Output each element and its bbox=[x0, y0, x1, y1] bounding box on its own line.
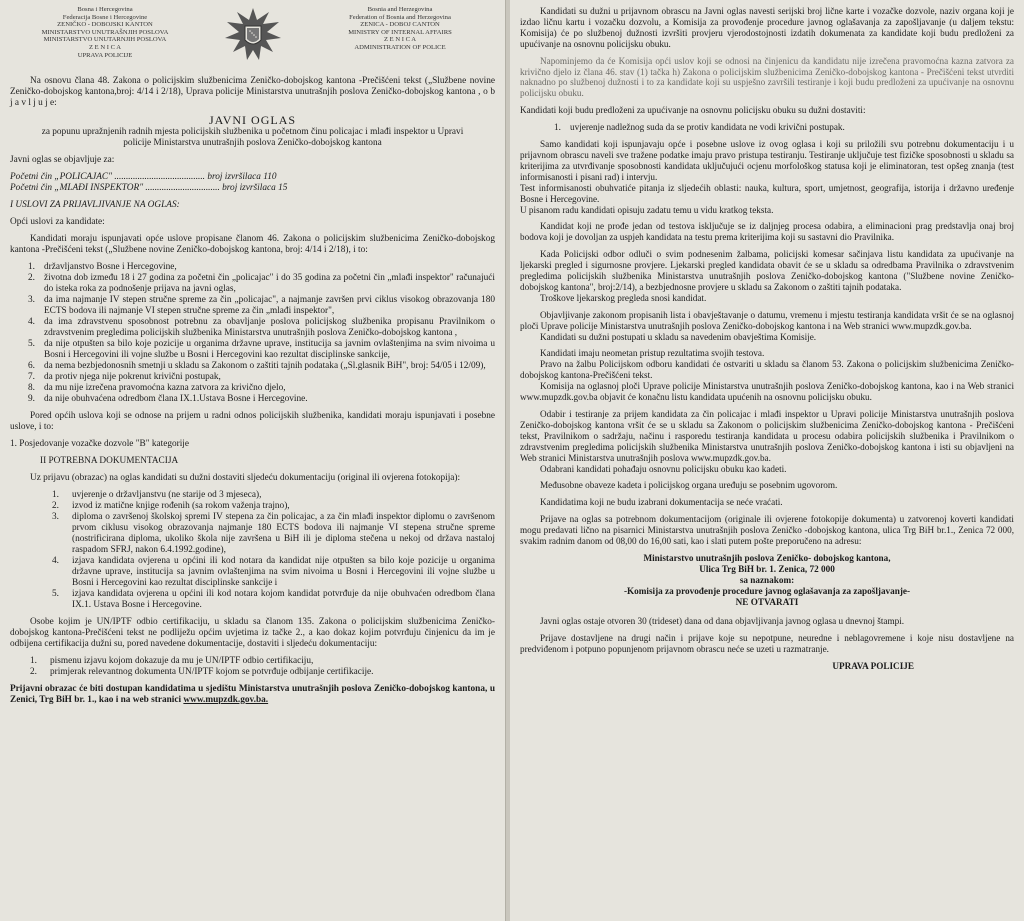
letterhead-left bbox=[10, 6, 200, 59]
right-column bbox=[510, 0, 1024, 921]
list-item bbox=[10, 501, 495, 512]
item-text: uvjerenje nadležnog suda da se protiv kandidata ne vodi krivični postupak. bbox=[570, 122, 845, 133]
letterhead-right bbox=[305, 6, 495, 52]
letterhead bbox=[10, 6, 495, 76]
letterhead-line: MINISTARSTVO UNUTARNJIH POSLOVA bbox=[43, 36, 167, 44]
address-line: NE OTVARATI bbox=[735, 596, 799, 607]
paragraph: U pisanom radu kandidati opisuju zadatu temu u vidu kratkog teksta. bbox=[520, 204, 774, 215]
police-crest-icon bbox=[218, 6, 288, 62]
item-text: uvjerenje o državljanstvu (ne starije od 3 mjeseca), bbox=[72, 490, 262, 500]
letterhead-line: Bosnia and Herzegovina bbox=[367, 6, 433, 13]
court-certificate-list bbox=[520, 122, 1014, 133]
item-text: da nije obuhvaćena odredbom člana IX.1.Ustava Bosne i Hercegovine. bbox=[44, 394, 308, 404]
rank-mladji-inspektor: Početni čin „MLAĐI INSPEKTOR" ................................ broj izvršilaca 15 bbox=[10, 183, 288, 193]
address-line: sa naznakom: bbox=[739, 574, 795, 585]
item-number: 4. bbox=[52, 556, 59, 566]
conditions-heading: I USLOVI ZA PRIJAVLJIVANJE NA OGLAS: bbox=[10, 200, 180, 210]
item-number: 1. bbox=[30, 656, 37, 666]
item-number: 7. bbox=[28, 372, 35, 382]
paragraph: Prijave dostavljene na drugi način i prijave koje su nepotpune, neuredne i neblagovremene i koje nisu dostavljene na predviđenom i potpuno popunjenom prijavnom obrascu neće se uzeti u razmatranje. bbox=[520, 632, 1014, 654]
item-number: 4. bbox=[28, 317, 35, 327]
unipt-list bbox=[0, 656, 495, 678]
special-conditions-intro: Pored općih uslova koji se odnose na prijem u radni odnos policijskih službenika, kandidati moraju ispunjavati i posebne uslove, i to: bbox=[10, 411, 495, 432]
item-text: životna dob između 18 i 27 godina za početni čin „policajac" i do 35 godina za početni čin „mlađi inspektor" računajući do isteka roka za podnošenje prijava na javni oglas, bbox=[44, 273, 495, 294]
documentation-heading: II POTREBNA DOKUMENTACIJA bbox=[40, 456, 179, 466]
form-notice bbox=[10, 684, 495, 706]
list-item bbox=[10, 589, 495, 611]
list-item bbox=[0, 667, 495, 678]
list-item bbox=[10, 394, 495, 405]
paragraph: Kandidati koji budu predloženi za upućivanje na osnovnu policijsku obuku su dužni dostaviti: bbox=[520, 105, 866, 116]
paragraph: Javni oglas ostaje otvoren 30 (trideset) dana od dana objavljivanja javnog oglasa u dnevnoj štampi. bbox=[540, 615, 905, 626]
item-text: državljanstvo Bosne i Hercegovine, bbox=[44, 262, 177, 272]
list-item bbox=[520, 122, 1014, 133]
unipt-paragraph: Osobe kojim je UN/IPTF odbio certifikaciju, u skladu sa članom 135. Zakona o policijskim službenicima Zeničko-dobojskog kantona-Prečišćeni tekst ne podliježu općim uvjetima iz tačke 2., a kao dokaz kojim potvrđuju činjenicu da im je odbijena certifikacija dužni su, pored navedene dokumentacije, dostaviti i sljedeću dokumentaciju: bbox=[10, 617, 495, 649]
item-number: 2. bbox=[52, 501, 59, 511]
mailing-address bbox=[520, 553, 1014, 608]
item-text: izvod iz matične knjige rođenih (sa rokom važenja trajno), bbox=[72, 501, 290, 511]
rank-policajac: Početni čin „POLICAJAC" ....................................... broj izvršilaca 110 bbox=[10, 172, 277, 182]
paragraph: Komisija na oglasnoj ploči Uprave policije Ministarstva unutrašnjih poslova Zeničko-dobojskog kantona, kao i na Web stranici www.mupzdk.gov.ba objavit će konačnu listu kandidata upućenih na osnovnu policijsku obuku. bbox=[520, 381, 1014, 403]
item-number: 8. bbox=[28, 383, 35, 393]
item-text: izjava kandidata ovjerena u općini ili kod notara kojom kandidat potvrđuje da nije obuhvaćen odredbom člana IX.1. Ustava Bosne i Hercegovine. bbox=[72, 589, 495, 610]
general-conditions-label: Opći uslovi za kandidate: bbox=[10, 217, 105, 227]
letterhead-line: Federation of Bosnia and Herzegovina bbox=[349, 13, 451, 21]
item-number: 5. bbox=[52, 589, 59, 599]
list-item bbox=[10, 361, 495, 372]
list-item bbox=[10, 317, 495, 339]
letterhead-line: MINISTARSTVO UNUTRAŠNJIH POSLOVA bbox=[41, 28, 169, 36]
paragraph: Napominjemo da će Komisija opći uslov koji se odnosi na činjenicu da kandidatu nije izrečena pravomoćna kazna zatvora za krivično djelo iz člana 46. stav (1) tačka h) Zakona o policijskim službenicima Zeničko-dobojskog kantona - Prečišćeni tekst utvrditi naknadno po službenoj dužnosti i to za kandidate koji su uspješno završili testiranje i koji budu predloženi za upućivanje na osnovnu policijsku obuku. bbox=[520, 55, 1014, 99]
document-subtitle: za popunu upražnjenih radnih mjesta policijskih službenika u početnom činu policajac i mlađi inspektor u Upravi policije Ministarstva unutrašnjih poslova Zeničko-dobojskog kantona bbox=[41, 127, 464, 148]
paragraph: Odabir i testiranje za prijem kandidata za čin policajac i mlađi inspektor u Upravi policije Ministarstva unutrašnjih poslova Zeničko-dobojskog kantona vršit će se u skladu sa Zakonom o policijskim službenicima Zeničko-dobojskog kantona - Prečišćeni tekst, Pravilnikom o sadržaju, načinu i rasporedu testiranja kandidata u procesu odabira policijskih službenika i Pravilnikom o zdravstvenim pregledima policijskih službenika Ministarstva unutrašnjih poslova Zeničko-dobojskog kantona i isti su objavljeni na Web stranici Ministarstva unutrašnjih poslova www.mupzdk.gov.ba. bbox=[520, 409, 1014, 463]
item-text: primjerak relevantnog dokumenta UN/IPTF kojom se potvrđuje odbijanje certifikacije. bbox=[50, 667, 374, 677]
announced-for: Javni oglas se objavljuje za: bbox=[10, 155, 115, 165]
item-number: 9. bbox=[28, 394, 35, 404]
letterhead-line: Federacija Bosne i Hercegovine bbox=[62, 13, 148, 21]
paragraph: Odabrani kandidati pohađaju osnovnu policijsku obuku kao kadeti. bbox=[540, 463, 787, 474]
item-text: pismenu izjavu kojom dokazuje da mu je UN/IPTF odbio certifikaciju, bbox=[50, 656, 314, 666]
list-item bbox=[10, 295, 495, 317]
address-line: Ministarstvo unutrašnjih poslova Zeničko- dobojskog kantona, bbox=[643, 552, 891, 563]
item-text: da ima zdravstvenu sposobnost potrebnu za obavljanje poslova policijskog službenika propisanu Pravilnikom o zdravstvenim pregledima policijskih službenika Ministarstva unutrašnjih poslova Zeničko-dobojskog kantona , bbox=[44, 317, 495, 338]
list-item bbox=[10, 273, 495, 295]
website-link[interactable]: www.mupzdk.gov.ba. bbox=[183, 695, 269, 705]
paragraph: Troškove ljekarskog pregleda snosi kandidat. bbox=[540, 292, 707, 303]
item-text: diploma o završenoj školskoj spremi IV stepena za čin policajac, a za čin mlađi inspektor diplomu o završenom prvom ciklusu visokog obrazovanja najmanje 180 ECTS bodova ili najmanje VI stepena stručne spreme (nostrificirana diploma, ukoliko škola nije završena u BiH ili je diploma stečena u nekoj od država nastaloj raspadom SFRJ, nakon 6.4.1992.godine), bbox=[72, 512, 495, 555]
list-item bbox=[10, 383, 495, 394]
paragraph: Pravo na žalbu Policijskom odboru kandidati će ostvariti u skladu sa članom 53. Zakona o policijskim službenicima Zeničko-dobojskog kantona-Prečišćeni tekst. bbox=[520, 359, 1014, 381]
address-line: Ulica Trg BiH br. 1. Zenica, 72 000 bbox=[699, 563, 835, 574]
paragraph: Kada Policijski odbor odluči o svim podnesenim žalbama, policijski komesar sačinjava listu kandidata za upućivanje na ljekarski pregled i sigurnosne provjere. Ljekarski pregled kandidata obavit će se u skladu sa odredbama Pravilnika o zdravstvenim pregledima policijskih službenika Ministarstva unutrašnjih poslova Zeničko-dobojskog kantona ("Službene novine Zeničko-dobojskog kantona", broj:2/14), a bezbjednosne provjere u skladu sa Zakonom o zaštiti tajnih podataka. bbox=[520, 249, 1014, 292]
documentation-list bbox=[10, 490, 495, 611]
letterhead-line: ZENICA - DOBOJ CANTON bbox=[360, 21, 440, 29]
item-text: da nije otpušten sa bilo koje pozicije u organima državne uprave, institucija sa javnim ovlaštenjima na svim nivoima u Bosni i Hercegovini ili vojne službe u Bosni i Hercegovini kao rezultat disciplinske sankcije, bbox=[44, 339, 495, 360]
general-conditions-text: Kandidati moraju ispunjavati opće uslove propisane članom 46. Zakona o policijskim službenicima Zeničko-dobojskog kantona -Prečišćeni tekst („Službene novine Zeničko-dobojskog kantona, broj: 4/14 i 2/18), i to: bbox=[10, 234, 495, 255]
list-item bbox=[10, 512, 495, 556]
paragraph: Test informisanosti obuhvatiće pitanja iz sljedećih oblasti: nauka, kultura, sport, umjetnost, geografija, istorija i državno uređenje Bosne i Hercegovine. bbox=[520, 182, 1014, 204]
item-number: 2. bbox=[30, 667, 37, 677]
list-item bbox=[10, 372, 495, 383]
item-number: 1. bbox=[554, 122, 561, 133]
paragraph: Međusobne obaveze kadeta i policijskog organa uređuju se posebnim ugovorom. bbox=[540, 480, 838, 491]
paragraph: Kandidati su dužni postupati u skladu sa navedenim obavještima Komisije. bbox=[540, 331, 817, 342]
list-item bbox=[10, 490, 495, 501]
paragraph: Samo kandidati koji ispunjavaju opće i posebne uslove iz ovog oglasa i koji su priložili svu potrebnu dokumentaciju i u prijavnom obrascu naveli sve tražene podatke imaju pravo pristupa testiranju. Testiranje uključuje test fizičke sposobnosti u skladu sa kriterijima za utvrđivanje sposobnosti kandidata uključujući ocjenu morfološkog statusa koji je eliminatoran, test opšeg znanja (test informisanosti i pisani rad) i intervju. bbox=[520, 139, 1014, 182]
letterhead-line: Z E N I C A bbox=[383, 36, 417, 44]
letterhead-line: MINISTRY OF INTERNAL AFFAIRS bbox=[348, 28, 452, 36]
item-number: 3. bbox=[28, 295, 35, 305]
item-text: da ima najmanje IV stepen stručne spreme za čin „policajac", a najmanje završen prvi ciklus visokog obrazovanja 180 ECTS bodova ili najmanje VI stepen stručne spreme za čin „mlađi inspektor", bbox=[44, 295, 495, 316]
left-column bbox=[0, 0, 506, 921]
paragraph: Kandidat koji ne prođe jedan od testova isključuje se iz daljnjeg procesa odabira, a eliminacioni prag predstavlja onaj broj bodova koji je dovoljan za uspjeh kandidata na testu prema kriterijima koji su sastavni dio Pravilnika. bbox=[520, 221, 1014, 243]
special-condition-1: 1. Posjedovanje vozačke dozvole "B" kategorije bbox=[10, 439, 190, 449]
letterhead-line: Z E N I C A bbox=[88, 43, 122, 51]
item-number: 3. bbox=[52, 512, 59, 522]
list-item bbox=[10, 556, 495, 589]
form-notice-text: Prijavni obrazac će biti dostupan kandidatima u sjedištu Ministarstva unutrašnjih poslova Zeničko-dobojskog kantona, u Zenici, Trg BiH br. 1., kao i na web stranici bbox=[10, 684, 495, 705]
letterhead-line: ZENIČKO - DOBOJSKI KANTON bbox=[57, 21, 153, 29]
letterhead-line: ADMINISTRATION OF POLICE bbox=[354, 43, 446, 51]
item-text: da mu nije izrečena pravomoćna kazna zatvora za krivično djelo, bbox=[44, 383, 286, 393]
list-item bbox=[10, 262, 495, 273]
list-item bbox=[0, 656, 495, 667]
item-number: 1. bbox=[52, 490, 59, 500]
item-number: 1. bbox=[28, 262, 35, 272]
item-number: 5. bbox=[28, 339, 35, 349]
list-item bbox=[10, 339, 495, 361]
item-text: da nema bezbjedonosnih smetnji u skladu sa Zakonom o zaštiti tajnih podataka („Sl.glasnik BiH", broj: 54/05 i 12/09), bbox=[44, 361, 486, 371]
address-line: -Komisija za provođenje procedure javnog oglašavanja za zapošljavanje- bbox=[623, 585, 911, 596]
signature: UPRAVA POLICIJE bbox=[832, 660, 914, 671]
paragraph: Kandidati su dužni u prijavnom obrascu na Javni oglas navesti serijski broj lične karte i vozačke dozvole, naziv organa koji je izdao ličnu kartu i vozačku dozvolu, a Komisija za provođenje procedure javnog oglašavanja za zapošljavanje (u daljem tekstu: Komisija) će po službenoj dužnosti izvršiti provjeru vjerodostojnosti izdatih dokumenata za kandidate koji budu predloženi za upućivanje na osnovnu policijsku obuku. bbox=[520, 6, 1014, 49]
requirements-list bbox=[10, 262, 495, 405]
paragraph: Kandidatima koji ne budu izabrani dokumentacija se neće vraćati. bbox=[540, 497, 783, 508]
paragraph: Prijave na oglas sa potrebnom dokumentacijom (originale ili ovjerene fotokopije dokumenta) u zatvorenoj koverti kandidati mogu predavati lično na pisarnici Ministarstva unutrašnjih poslova Zeničko -dobojskog kantona, ulica Trg BiH br.1., Zenica 72 000, svakim radnim danom od 08,00 do 16,00 sati, kao i slati putem pošte preporučeno na adresu: bbox=[520, 514, 1014, 547]
document-title: JAVNI OGLAS bbox=[208, 113, 297, 127]
letterhead-line: Bosna i Hercegovina bbox=[77, 6, 133, 13]
intro-paragraph: Na osnovu člana 48. Zakona o policijskim službenicima Zeničko-dobojskog kantona -Prečišćeni tekst („Službene novine Zeničko-dobojskog kantona,broj: 4/14 i 2/18), Uprava policije Ministarstva unutrašnjih poslova Zeničko-dobojskog kantona , o b j a v l j u j e: bbox=[10, 76, 495, 108]
documentation-intro: Uz prijavu (obrazac) na oglas kandidati su dužni dostaviti sljedeću dokumentaciju (original ili ovjerena fotokopija): bbox=[30, 473, 461, 483]
item-text: izjava kandidata ovjerena u općini ili kod notara da kandidat nije otpušten sa bilo koje pozicije u organima državne uprave, institucija sa javnim ovlaštenjima na svim nivoima u Bosni i Hercegovini ili vojne službe u Bosni i Hercegovini kao rezultat disciplinske sankcije i bbox=[72, 556, 495, 588]
item-number: 6. bbox=[28, 361, 35, 371]
item-number: 2. bbox=[28, 273, 35, 283]
item-text: da protiv njega nije pokrenut krivični postupak, bbox=[44, 372, 221, 382]
paragraph: Kandidati imaju neometan pristup rezultatima svojih testova. bbox=[540, 348, 765, 359]
letterhead-line: UPRAVA POLICIJE bbox=[77, 51, 133, 59]
paragraph: Objavljivanje zakonom propisanih lista i obavještavanje o datumu, vremenu i mjestu testiranja kandidata vršit će se na oglasnoj ploči Uprave policije Ministarstva unutrašnjih poslova Zeničko-dobojskog kantona i na Web stranici www.mupzdk.gov.ba. bbox=[520, 309, 1014, 331]
